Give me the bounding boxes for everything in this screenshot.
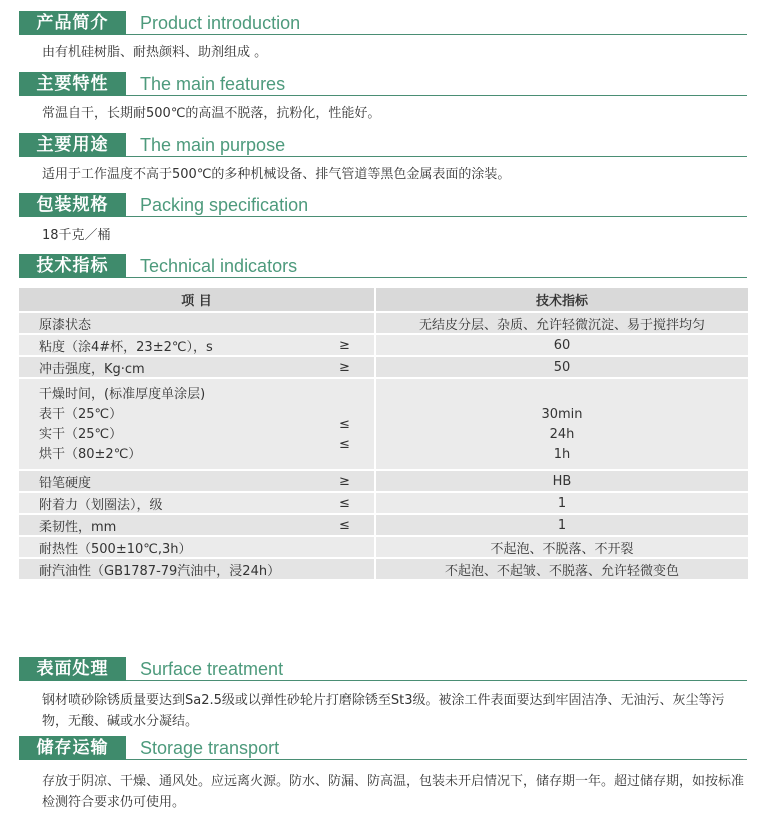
section-header-storage [19, 736, 747, 760]
row-item: 冲击强度，Kg·cm [19, 356, 315, 378]
section-title-en: Surface treatment [140, 659, 284, 679]
row-op [315, 558, 375, 580]
table-row [19, 334, 748, 356]
section-title-cn: 储存运输 [19, 736, 126, 760]
drying-value: 24h [549, 427, 575, 442]
table-header-row [19, 288, 748, 312]
storage-text: 存放于阴凉、干燥、通风处。应远离火源。防水、防漏、防高温，包装未开启情况下，储存期一年。超过储存期，如按标准检测符合要求仍可使用。 [42, 774, 745, 810]
table-row [19, 470, 748, 492]
row-op: ≥ [315, 356, 375, 378]
drying-item: 表干（25℃） [39, 407, 123, 422]
section-title-cn: 包装规格 [19, 193, 126, 217]
row-item: 原漆状态 [19, 312, 315, 334]
technical-indicators-table [19, 288, 748, 581]
section-title-cn: 主要用途 [19, 133, 126, 157]
row-item: 粘度（涂4#杯，23±2℃），s [19, 334, 315, 356]
drying-value: 1h [553, 447, 571, 462]
section-title-cn: 主要特性 [19, 72, 126, 96]
section-title-cn: 技术指标 [19, 254, 126, 278]
table-row [19, 558, 748, 580]
section-title-en: Product introduction [140, 13, 301, 33]
header-value: 技术指标 [375, 288, 748, 312]
section-header-intro [19, 11, 747, 35]
table-row [19, 312, 748, 334]
packing-text: 18千克／桶 [42, 228, 111, 243]
row-value: 无结皮分层、杂质、允许轻微沉淀、易于搅拌均匀 [375, 312, 748, 334]
row-value: 60 [375, 334, 748, 356]
row-op: ≤ [315, 514, 375, 536]
table-row [19, 356, 748, 378]
section-header-surface [19, 657, 747, 681]
row-item: 柔韧性，mm [19, 514, 315, 536]
row-value: 1 [375, 492, 748, 514]
section-title-cn: 产品简介 [19, 11, 126, 35]
drying-item: 烘干（80±2℃） [39, 447, 142, 462]
row-value: 不起泡、不起皱、不脱落、允许轻微变色 [375, 558, 748, 580]
row-value: 不起泡、不脱落、不开裂 [375, 536, 748, 558]
table-row [19, 514, 748, 536]
surface-text: 钢材喷砂除锈质量要达到Sa2.5级或以弹性砂轮片打磨除锈至St3级。被涂工件表面要达到牢固洁净、无油污、灰尘等污物，无酸、碱或水分凝结。 [42, 693, 725, 729]
row-item: 铅笔硬度 [19, 470, 315, 492]
intro-text: 由有机硅树脂、耐热颜料、助剂组成 。 [42, 45, 268, 60]
row-op [315, 312, 375, 334]
header-item: 项 目 [19, 288, 375, 312]
section-header-packing [19, 193, 747, 217]
row-value: 1 [375, 514, 748, 536]
purpose-text: 适用于工作温度不高于500℃的多种机械设备、排气管道等黑色金属表面的涂装。 [42, 167, 511, 182]
row-op: ≥ [315, 470, 375, 492]
row-item: 耐热性（500±10℃,3h） [19, 536, 315, 558]
section-title-en: Storage transport [140, 738, 280, 758]
drying-op: ≤ [339, 437, 350, 452]
row-op [315, 536, 375, 558]
drying-title: 干燥时间，(标准厚度单涂层) [39, 387, 206, 402]
section-header-features [19, 72, 747, 96]
section-header-technical [19, 254, 747, 278]
table-row-drying [19, 378, 748, 470]
row-op: ≥ [315, 334, 375, 356]
section-title-en: Packing specification [140, 195, 309, 215]
section-header-purpose [19, 133, 747, 157]
drying-value: 30min [541, 407, 583, 422]
section-title-cn: 表面处理 [19, 657, 126, 681]
section-title-en: The main purpose [140, 135, 286, 155]
section-title-en: Technical indicators [140, 256, 298, 276]
row-value: 50 [375, 356, 748, 378]
features-text: 常温自干，长期耐500℃的高温不脱落，抗粉化，性能好。 [42, 106, 381, 121]
drying-item: 实干（25℃） [39, 427, 123, 442]
drying-op: ≤ [339, 417, 350, 432]
table-row [19, 492, 748, 514]
row-value: HB [375, 470, 748, 492]
row-item: 耐汽油性（GB1787-79汽油中，浸24h） [19, 558, 315, 580]
row-item: 附着力（划圈法），级 [19, 492, 315, 514]
table-row [19, 536, 748, 558]
row-op: ≤ [315, 492, 375, 514]
section-title-en: The main features [140, 74, 286, 94]
